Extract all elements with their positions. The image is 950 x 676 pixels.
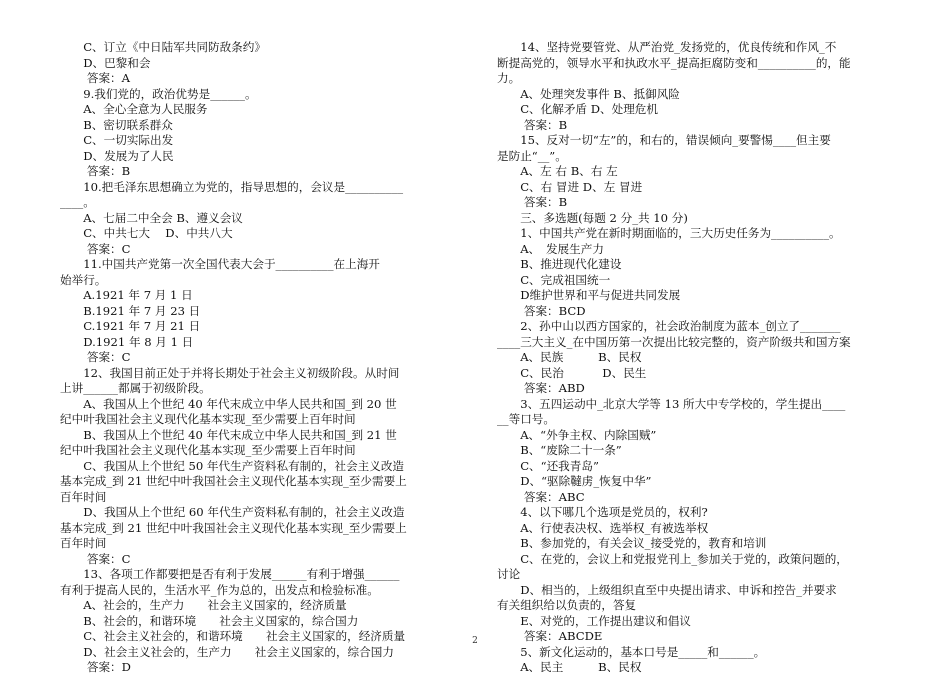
text-line: B、密切联系群众 [60,117,173,132]
text-line: 有利于提高人民的，生活水平_作为总的，出发点和检验标准。 [60,582,379,597]
text-line: ____三大主义_在中国历第一次提出比较完整的，资产阶级共和国方案 [497,334,851,349]
text-line: D、社会主义社会的，生产力 社会主义国家的，综合国力 [60,644,394,659]
text-line: 答案：C [60,241,131,256]
text-line: D、“驱除韃虏_恢复中华” [497,474,652,488]
text-line: C、我国从上个世纪 50 年代生产资料私有制的，社会主义改造 [60,458,405,473]
text-line: C.1921 年 7 月 21 日 [60,319,201,333]
text-line: C、中共七大 D、中共八大 [60,226,233,240]
text-line: 纪中叶我国社会主义现代化基本实现_至少需要上百年时间 [60,412,356,426]
text-line: 3、五四运动中_北京大学等 13 所大中专学校的，学生提出____ [497,396,846,411]
text-line: 1、中国共产党在新时期面临的，三大历史任务为__________。 [497,226,841,240]
left-column [60,40,475,676]
text-line: B、我国从上个世纪 40 年代末成立中华人民共和国_到 21 世 [60,427,397,442]
text-line: 纪中叶我国社会主义现代化基本实现_至少需要上百年时间 [60,443,356,457]
text-line: 5、新文化运动的，基本口号是_____和______。 [497,644,766,659]
text-line: A、社会的，生产力 社会主义国家的，经济质量 [60,598,347,612]
text-line: D、巴黎和会 [60,55,151,70]
text-line: 11.中国共产党第一次全国代表大会于__________在上海开 [60,257,380,271]
text-line: B、“废除二十一条” [497,443,622,457]
text-line: 答案：D [60,660,131,674]
text-line: 断提高党的，领导水平和执政水平_提高拒腐防变和__________的，能 [497,55,851,70]
text-line: E、对党的，工作提出建议和倡议 [497,613,691,628]
text-line: D维护世界和平与促进共同发展 [497,288,681,302]
text-line: C、在党的，会议上和党报党刊上_参加关于党的，政策问题的， [497,551,848,566]
text-line: A、“外争主权、内除国贼” [497,427,657,442]
text-line: B、社会的，和谐环境 社会主义国家的，综合国力 [60,613,359,628]
text-line: 答案：ABD [497,381,585,395]
text-line: C、完成祖国统一 [497,272,611,287]
text-line: 答案：B [60,164,131,178]
text-line: C、订立《中日陆军共同防敌条约》 [60,40,266,54]
text-line: D.1921 年 8 月 1 日 [60,334,194,349]
right-column [497,40,913,676]
text-line: C、一切实际出发 [60,133,174,147]
text-line: 答案：B [497,195,568,209]
text-line: B、推进现代化建设 [497,257,622,271]
text-line: C、民治 D、民生 [497,365,647,380]
text-line: 答案：C [60,350,131,364]
text-line: 有关组织给以负责的，答复 [497,598,637,612]
text-line: A、行使表决权、选举权_有被选举权 [497,520,709,535]
text-line: 答案：C [60,551,131,566]
text-line: 13、各项工作都要把是否有利于发展______有利于增强______ [60,567,400,581]
text-line: A、我国从上个世纪 40 年代末成立中华人民共和国_到 20 世 [60,396,397,411]
text-line: A、处理突发事件 B、抵御风险 [497,86,680,101]
text-line: 答案：BCD [497,303,586,318]
text-line: 百年时间 [60,536,107,550]
text-line: B.1921 年 7 月 23 日 [60,303,201,318]
text-line: A、民主 B、民权 [497,660,642,674]
text-line: C、化解矛盾 D、处理危机 [497,102,658,116]
text-line: 是防止“__”。 [497,148,567,163]
page-number: 2 [472,636,478,646]
text-line: 讨论 [497,567,521,581]
text-line: __等口号。 [497,412,555,426]
text-line: C、右 冒进 D、左 冒进 [497,179,643,194]
text-line: 14、坚持党要管党、从严治党_发扬党的，优良传统和作风_不 [497,40,837,54]
text-line: D、相当的，上级组织直至中央提出请求、申诉和控告_并要求 [497,582,837,597]
text-line: 15、反对一切“左”的，和右的，错误倾向_要警惕____但主要 [497,133,831,147]
text-line: 2、孙中山以西方国家的，社会政治制度为蓝本_创立了_______ [497,319,841,333]
text-line: 答案：ABC [497,489,585,504]
text-line: 10.把毛泽东思想确立为党的，指导思想的，会议是__________ [60,179,404,194]
text-line: 4、以下哪几个选项是党员的，权利? [497,505,708,519]
text-line: A、 发展生产力 [497,241,604,256]
text-line: 三、多选题(每题 2 分_共 10 分) [497,210,688,225]
text-line: A、全心全意为人民服务 [60,102,208,116]
text-line: 答案：A [60,71,131,85]
text-line: 12、我国目前正处于并将长期处于社会主义初级阶段。从时间 [60,365,400,380]
text-line: D、发展为了人民 [60,148,174,163]
text-line: 答案：B [497,117,568,132]
text-line: D、我国从上个世纪 60 年代生产资料私有制的，社会主义改造 [60,505,405,519]
text-line: 基本完成_到 21 世纪中叶我国社会主义现代化基本实现_至少需要上 [60,474,407,488]
text-line: 始举行。 [60,272,107,287]
text-line: 基本完成_到 21 世纪中叶我国社会主义现代化基本实现_至少需要上 [60,520,407,535]
text-line: 9.我们党的，政治优势是______。 [60,86,257,101]
text-line: A.1921 年 7 月 1 日 [60,288,193,302]
text-line: A、民族 B、民权 [497,350,642,364]
text-line: C、“还我青岛” [497,458,599,473]
text-line: 上讲______都属于初级阶段。 [60,381,211,395]
text-line: C、社会主义社会的，和谐环境 社会主义国家的，经济质量 [60,629,406,643]
text-line: A、左 右 B、右 左 [497,164,618,178]
text-line: B、参加党的，有关会议_接受党的，教育和培训 [497,536,767,550]
text-line: ____。 [60,195,95,209]
text-line: A、七届二中全会 B、遵义会议 [60,210,243,225]
text-line: 百年时间 [60,489,107,504]
text-line: 力。 [497,71,521,85]
text-line: 答案：ABCDE [497,629,603,643]
